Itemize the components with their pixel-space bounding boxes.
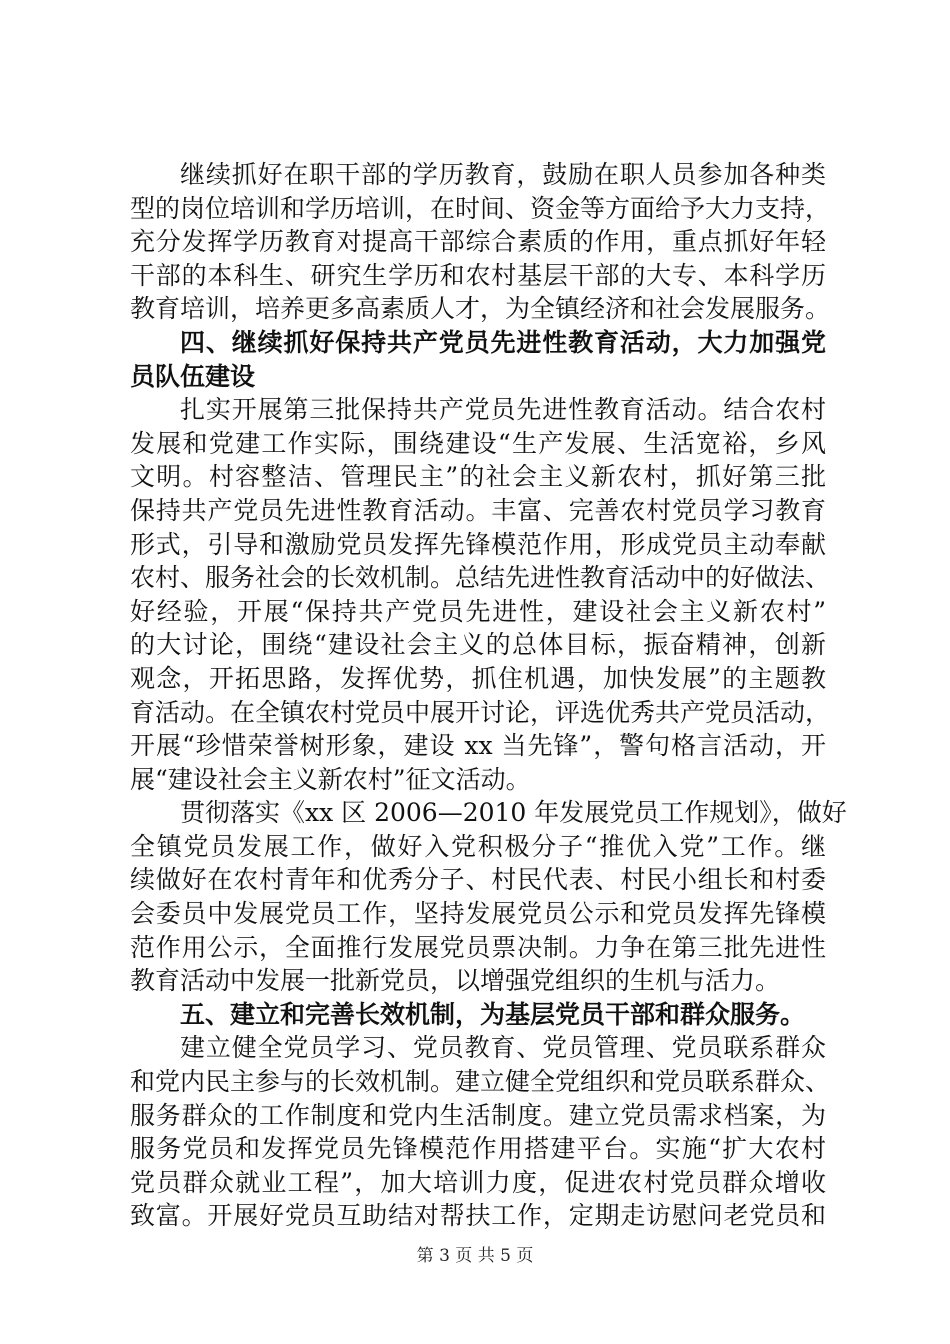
paragraph-line: 贯彻落实《xx 区 2006—2010 年发展党员工作规划》，做好	[180, 798, 847, 828]
document-body	[130, 158, 847, 1233]
paragraph-line: 服务群众的工作制度和党内生活制度。建立党员需求档案，为	[130, 1100, 826, 1130]
paragraph-line: 教育培训，培养更多高素质人才，为全镇经济和社会发展服务。	[130, 294, 831, 324]
paragraph-line: 农村、服务社会的长效机制。总结先进性教育活动中的好做法、	[130, 563, 831, 593]
paragraph-line: 会委员中发展党员工作，坚持发展党员公示和党员发挥先锋模	[130, 899, 826, 929]
paragraph-line: 扎实开展第三批保持共产党员先进性教育活动。结合农村	[180, 395, 826, 425]
paragraph-line: 致富。开展好党员互助结对帮扶工作，定期走访慰问老党员和	[130, 1201, 826, 1231]
paragraph-line: 保持共产党员先进性教育活动。丰富、完善农村党员学习教育	[130, 495, 826, 525]
paragraph-line: 范作用公示，全面推行发展党员票决制。力争在第三批先进性	[130, 932, 826, 962]
paragraph-line: 继续抓好在职干部的学历教育，鼓励在职人员参加各种类	[180, 160, 826, 189]
paragraph-line: 文明。村容整洁、管理民主”的社会主义新农村，抓好第三批	[130, 462, 826, 492]
paragraph-line: 全镇党员发展工作，做好入党积极分子“推优入党”工作。继	[130, 831, 826, 861]
paragraph-line: 的大讨论，围绕“建设社会主义的总体目标，振奋精神，创新	[130, 630, 826, 660]
section-heading-line: 五、建立和完善长效机制，为基层党员干部和群众服务。	[180, 999, 806, 1029]
paragraph-line: 干部的本科生、研究生学历和农村基层干部的大专、本科学历	[130, 260, 826, 290]
paragraph-line: 党员群众就业工程”，加大培训力度，促进农村党员群众增收	[130, 1167, 826, 1197]
paragraph-line: 服务党员和发挥党员先锋模范作用搭建平台。实施“扩大农村	[130, 1134, 826, 1164]
paragraph-line: 展“建设社会主义新农村”征文活动。	[130, 764, 531, 794]
paragraph-line: 育活动。在全镇农村党员中展开讨论，评选优秀共产党员活动，	[130, 697, 831, 727]
paragraph-line: 充分发挥学历教育对提高干部综合素质的作用，重点抓好年轻	[130, 227, 826, 257]
paragraph-line: 发展和党建工作实际，围绕建设“生产发展、生活宽裕，乡风	[130, 428, 826, 458]
paragraph-line: 观念，开拓思路，发挥优势，抓住机遇，加快发展”的主题教	[130, 663, 826, 693]
paragraph-line: 教育活动中发展一批新党员，以增强党组织的生机与活力。	[130, 966, 781, 996]
paragraph-line: 开展“珍惜荣誉树形象，建设 xx 当先锋”，警句格言活动，开	[130, 731, 826, 761]
paragraph-line: 和党内民主参与的长效机制。建立健全党组织和党员联系群众、	[130, 1067, 831, 1097]
paragraph-line: 建立健全党员学习、党员教育、党员管理、党员联系群众	[180, 1033, 826, 1063]
paragraph-line: 型的岗位培训和学历培训，在时间、资金等方面给予大力支持，	[130, 193, 831, 223]
page-footer: 第 3 页 共 5 页	[416, 1246, 534, 1266]
paragraph-line: 续做好在农村青年和优秀分子、村民代表、村民小组长和村委	[130, 865, 826, 895]
section-heading-line: 四、继续抓好保持共产党员先进性教育活动，大力加强党	[180, 327, 826, 357]
section-heading-line: 员队伍建设	[130, 361, 256, 391]
paragraph-line: 形式，引导和激励党员发挥先锋模范作用，形成党员主动奉献	[130, 529, 826, 559]
paragraph-line: 好经验，开展“保持共产党员先进性，建设社会主义新农村”	[130, 596, 826, 626]
